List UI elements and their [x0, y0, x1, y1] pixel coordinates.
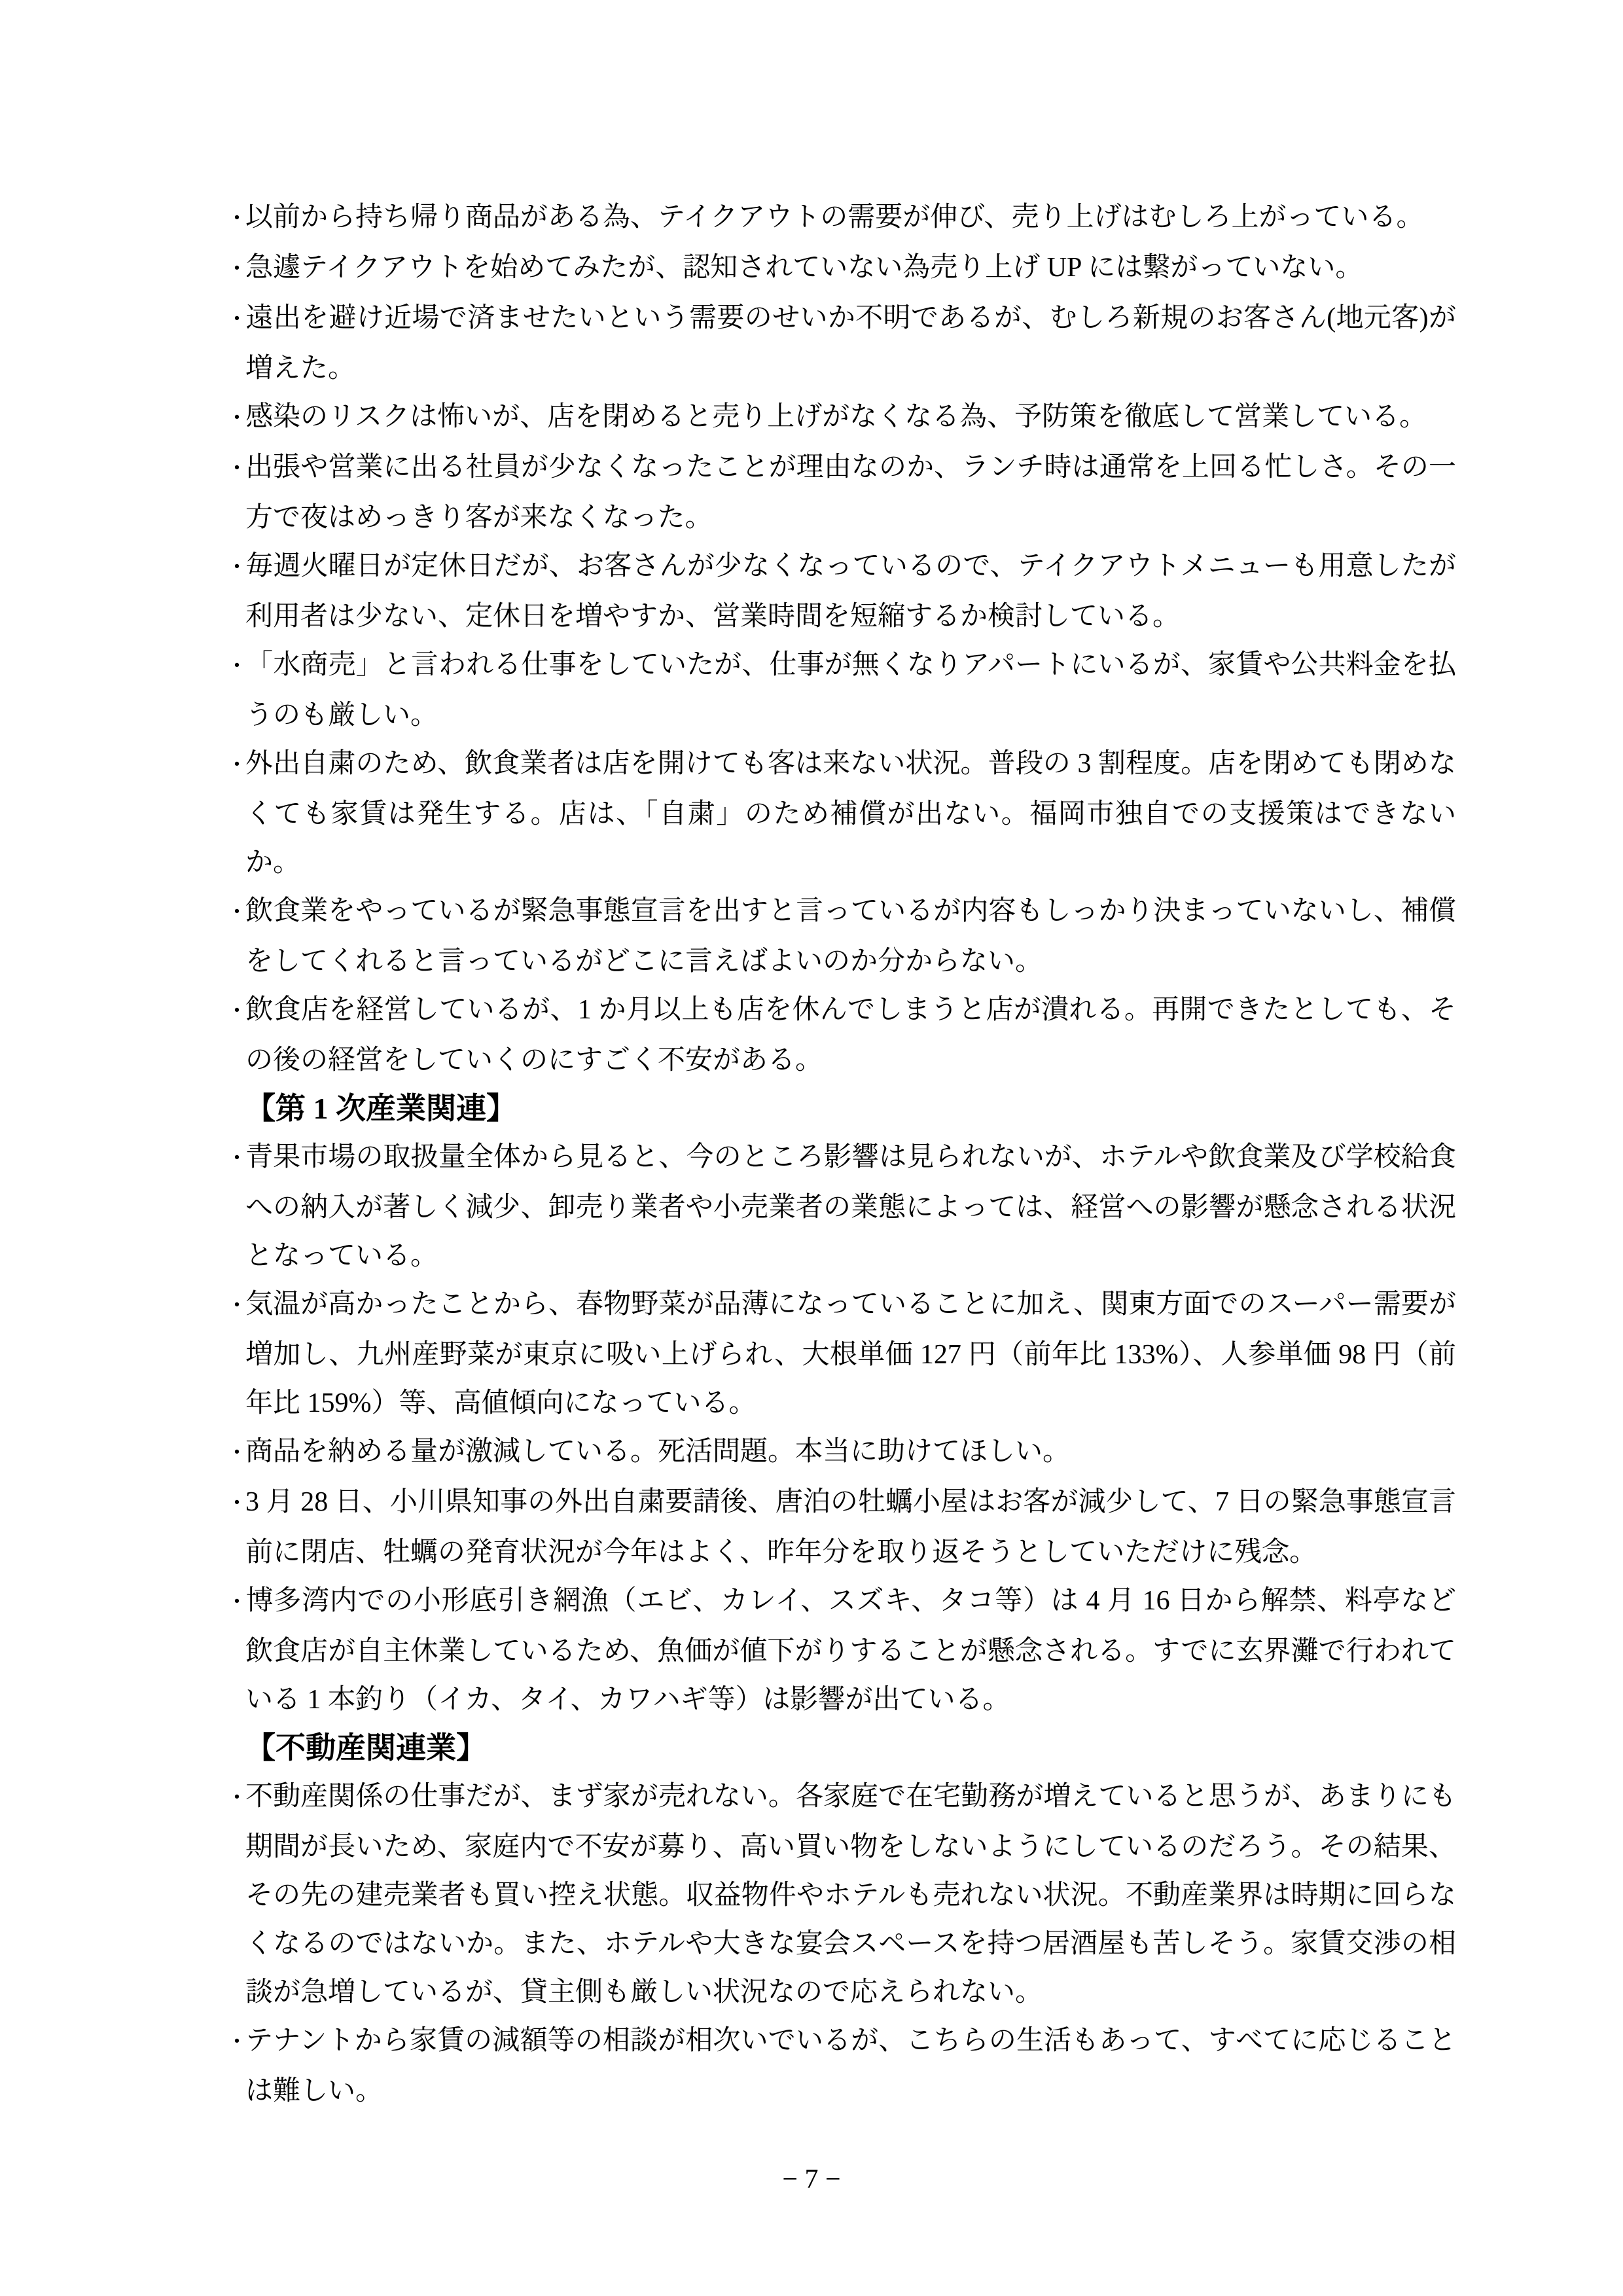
bullet-marker: ・ [226, 1441, 248, 1465]
bullet-marker: ・ [226, 556, 248, 580]
bullet-text: 「水商売」と言われる仕事をしていたが、仕事が無くなりアパートにいるが、家賃や公共料金を払うのも厳しい。 [245, 650, 1456, 730]
bullet-marker: ・ [226, 655, 248, 679]
bullet-marker: ・ [226, 1147, 248, 1171]
bullet-item [226, 986, 1456, 1085]
bullet-text: 急遽テイクアウトを始めてみたが、認知されていない為売り上げ UP には繋がっていない。 [245, 253, 1363, 283]
bullet-marker: ・ [226, 2030, 248, 2054]
section-heading: 【不動産関連業】 [245, 1731, 486, 1765]
bullet-item [226, 1772, 1456, 2017]
bullet-item [226, 1280, 1456, 1427]
bullet-item [226, 887, 1456, 986]
bullet-marker: ・ [226, 1590, 248, 1615]
bullet-item [226, 542, 1456, 641]
bullet-marker: ・ [226, 753, 248, 778]
bullet-item [226, 193, 1456, 243]
bullet-marker: ・ [226, 308, 248, 332]
page-number: − 7 − [782, 2164, 841, 2195]
bullet-text: 不動産関係の仕事だが、まず家が売れない。各家庭で在宅勤務が増えていると思うが、あまりにも期間が長いため、家庭内で不安が募り、高い買い物をしないようにしているのだろう。その結果、その先の建売業者も買い控え状態。収益物件やホテルも売れない状況。不動産業界は時期に回らなくなるのではないか。また、ホテルや大きな宴会スペースを持つ居酒屋も苦しそう。家賃交渉の相談が急増しているが、貸主側も厳しい状況なので応えられない。 [245, 1782, 1456, 2007]
bullet-item [226, 243, 1456, 294]
bullet-text: テナントから家賃の減額等の相談が相次いでいるが、こちらの生活もあって、すべてに応じることは難しい。 [245, 2026, 1456, 2106]
bullet-text: 飲食店を経営しているが、1 か月以上も店を休んでしまうと店が潰れる。再開できたとしても、その後の経営をしていくのにすごく不安がある。 [245, 995, 1456, 1075]
section-heading: 【第 1 次産業関連】 [245, 1092, 516, 1125]
bullet-marker: ・ [226, 457, 248, 481]
bullet-marker: ・ [226, 207, 248, 231]
bullet-text: 博多湾内での小形底引き網漁（エビ、カレイ、スズキ、タコ等）は 4 月 16 日から解禁、料亭など飲食店が自主休業しているため、魚価が値下がりすることが懸念される。すでに玄界灘で行われている 1 本釣り（イカ、タイ、カワハギ等）は影響が出ている。 [245, 1586, 1456, 1715]
bullet-text: 出張や営業に出る社員が少なくなったことが理由なのか、ランチ時は通常を上回る忙しさ。その一方で夜はめっきり客が来なくなった。 [245, 452, 1456, 533]
bullet-text: 毎週火曜日が定休日だが、お客さんが少なくなっているので、テイクアウトメニューも用意したが利用者は少ない、定休日を増やすか、営業時間を短縮するか検討している。 [245, 551, 1456, 632]
bullet-marker: ・ [226, 1294, 248, 1318]
bullet-item [226, 2017, 1456, 2115]
bullet-marker: ・ [226, 1786, 248, 1810]
bullet-text: 青果市場の取扱量全体から見ると、今のところ影響は見られないが、ホテルや飲食業及び学校給食への納入が著しく減少、卸売り業者や小売業者の業態によっては、経営への影響が懸念される状況となっている。 [245, 1142, 1456, 1271]
bullet-text: 商品を納める量が激減している。死活問題。本当に助けてほしい。 [245, 1437, 1071, 1467]
bullet-text: 飲食業をやっているが緊急事態宣言を出すと言っているが内容もしっかり決まっていないし、補償をしてくれると言っているがどこに言えばよいのか分からない。 [245, 896, 1456, 977]
bullet-marker: ・ [226, 901, 248, 925]
bullet-marker: ・ [226, 999, 248, 1024]
bullet-text: 3 月 28 日、小川県知事の外出自粛要請後、唐泊の牡蠣小屋はお客が減少して、7 日の緊急事態宣言前に閉店、牡蠣の発育状況が今年はよく、昨年分を取り返そうとしていただけに残念。 [245, 1487, 1456, 1568]
bullet-text: 外出自粛のため、飲食業者は店を開けても客は来ない状況。普段の 3 割程度。店を閉めても閉めなくても家賃は発生する。店は、「自粛」のため補償が出ない。福岡市独自での支援策はできないか。 [245, 749, 1456, 878]
bullet-item [226, 1133, 1456, 1280]
bullet-marker: ・ [226, 406, 248, 431]
bullet-item [226, 1577, 1456, 1724]
bullet-marker: ・ [226, 1492, 248, 1516]
bullet-item [226, 443, 1456, 542]
bullet-item [226, 1427, 1456, 1478]
bullet-marker: ・ [226, 257, 248, 281]
bullet-item [226, 294, 1456, 393]
document-content [226, 193, 1456, 2115]
bullet-item [226, 393, 1456, 443]
bullet-text: 気温が高かったことから、春物野菜が品薄になっていることに加え、関東方面でのスーパー需要が増加し、九州産野菜が東京に吸い上げられ、大根単価 127 円（前年比 133%）、人参単価 98 円（前年比 159%）等、高値傾向になっている。 [245, 1289, 1456, 1418]
bullet-item [226, 1478, 1456, 1577]
page-footer [0, 2160, 1623, 2199]
bullet-text: 遠出を避け近場で済ませたいという需要のせいか不明であるが、むしろ新規のお客さん(地元客)が増えた。 [245, 303, 1456, 384]
bullet-text: 以前から持ち帰り商品がある為、テイクアウトの需要が伸び、売り上げはむしろ上がっている。 [245, 202, 1424, 232]
bullet-item [226, 641, 1456, 740]
bullet-item [226, 740, 1456, 887]
bullet-text: 感染のリスクは怖いが、店を閉めると売り上げがなくなる為、予防策を徹底して営業している。 [245, 402, 1427, 432]
